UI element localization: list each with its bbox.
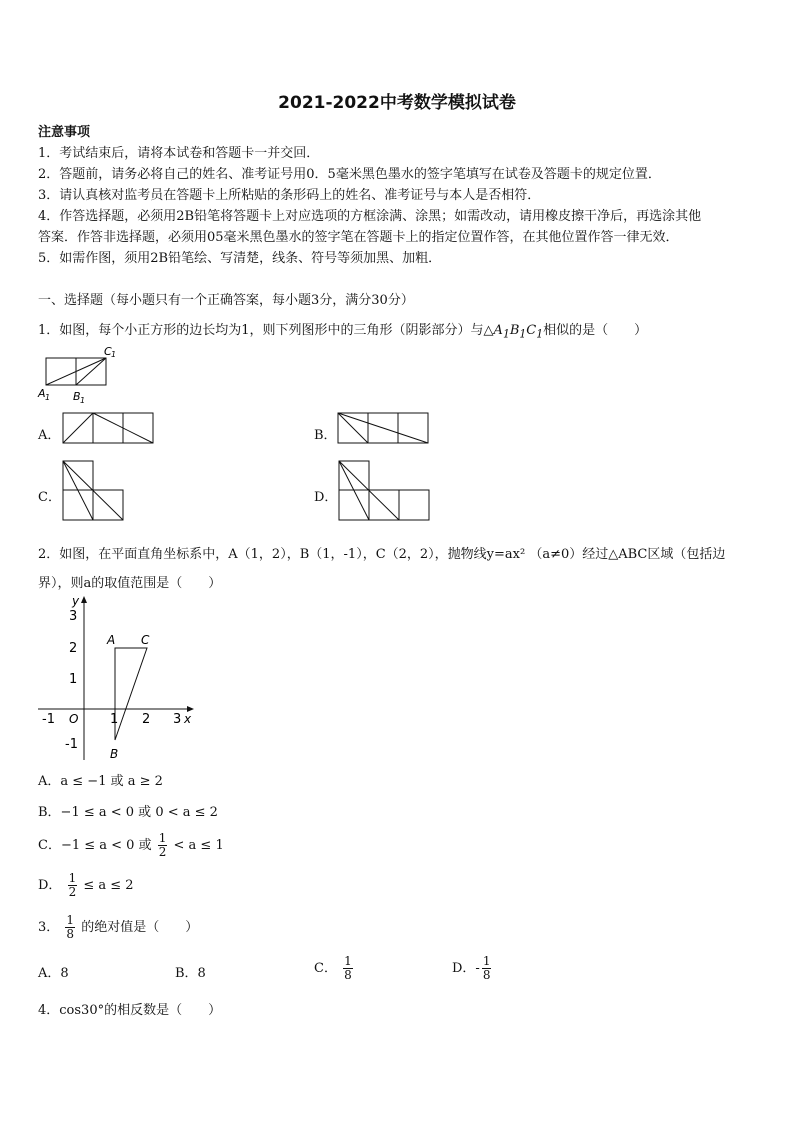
notice-item-4: 4．作答选择题，必须用2B铅笔将答题卡上对应选项的方框涂满、涂黑；如需改动，请用橡皮擦干净后，再选涂其他 xyxy=(38,209,702,224)
q1-stem-triangle: $\triangle A_1B_1C_1$ xyxy=(483,323,544,341)
section-heading: 一、选择题（每小题只有一个正确答案，每小题3分，满分30分） xyxy=(38,293,414,308)
q2-option-b: B．−1 ≤ a < 0 或 0 < a ≤ 2 xyxy=(38,805,218,820)
notice-item-3: 3．请认真核对监考员在答题卡上所粘贴的条形码上的姓名、准考证号与本人是否相符． xyxy=(38,188,541,203)
q2-option-d: D． $\frac{1}{2}$ ≤ a ≤ 2 xyxy=(38,871,134,899)
notice-item-4-cont: 答案．作答非选择题，必须用05毫米黑色墨水的签字笔在答题卡上的指定位置作答，在其他位置作答一律无效． xyxy=(38,230,679,245)
x-tick-1: 1 xyxy=(110,712,119,727)
notice-item-1: 1．考试结束后，请将本试卷和答题卡一并交回． xyxy=(38,146,320,161)
q2-stem-line1: 2．如图，在平面直角坐标系中，A（1，2），B（1，-1），C（2，2），抛物线y=ax² （a≠0）经过△ABC区域（包括边 xyxy=(38,547,726,562)
q1-option-c-label: C． xyxy=(38,490,61,505)
q1-stem xyxy=(38,319,647,341)
label-c1: C xyxy=(104,346,112,358)
q1-option-d-label: D． xyxy=(314,490,338,505)
y-tick-1: 1 xyxy=(69,672,78,687)
svg-text:1: 1 xyxy=(80,396,86,404)
q3-option-c: C． $\frac{1}{8}$ xyxy=(314,954,352,982)
page-title: 2021-2022中考数学模拟试卷 xyxy=(278,93,516,113)
label-a1: A xyxy=(38,387,46,400)
svg-text:1: 1 xyxy=(45,393,51,402)
q1-option-b-label: B． xyxy=(314,428,337,443)
x-tick-neg1: -1 xyxy=(42,712,55,727)
q3-option-d: D．- $\frac{1}{8}$ xyxy=(452,954,491,982)
q2-stem-line2: 界），则a的取值范围是（ ） xyxy=(38,576,222,591)
q1-option-a-label: A． xyxy=(38,428,61,443)
q1-stem-post: 相似的是（ ） xyxy=(543,323,648,338)
q3-stem: 3． $\frac{1}{8}$ 的绝对值是（ ） xyxy=(38,913,199,941)
x-tick-3: 3 xyxy=(173,712,182,727)
point-b-label: B xyxy=(110,747,119,761)
q2-option-a: A．a ≤ −1 或 a ≥ 2 xyxy=(38,774,163,789)
fraction-one-eighth: $\frac{1}{8}$ xyxy=(344,954,352,982)
y-tick-2: 2 xyxy=(69,641,78,656)
notice-heading: 注意事项 xyxy=(38,125,91,140)
q1-reference-figure xyxy=(36,346,126,404)
q1-option-a-figure xyxy=(62,412,156,445)
fraction-one-eighth: $\frac{1}{8}$ xyxy=(482,954,491,982)
notice-item-5: 5．如需作图，须用2B铅笔绘、写清楚，线条、符号等须加黑、加粗． xyxy=(38,251,442,266)
fraction-one-eighth: $\frac{1}{8}$ xyxy=(66,913,75,941)
fraction-one-half: $\frac{1}{2}$ xyxy=(68,871,77,899)
q2-coordinate-graph xyxy=(34,592,202,764)
origin-label: O xyxy=(69,712,79,726)
label-b1: B xyxy=(73,390,81,403)
fraction-one-half: $\frac{1}{2}$ xyxy=(158,831,167,859)
q4-stem: 4．cos30°的相反数是（ ） xyxy=(38,1003,222,1018)
q1-stem-pre: 1．如图，每个小正方形的边长均为1，则下列图形中的三角形（阴影部分）与 xyxy=(38,323,484,338)
q3-option-a: A．8 xyxy=(38,966,69,981)
q3-option-b: B．8 xyxy=(175,966,206,981)
y-tick-3: 3 xyxy=(69,609,78,624)
svg-text:1: 1 xyxy=(111,350,117,359)
point-c-label: C xyxy=(141,633,150,647)
x-tick-2: 2 xyxy=(142,712,151,727)
q2-option-c: C．−1 ≤ a < 0 或 $\frac{1}{2}$ < a ≤ 1 xyxy=(38,831,224,859)
q1-option-d-figure xyxy=(338,460,432,522)
q1-option-c-figure xyxy=(62,460,126,522)
point-a-label: A xyxy=(107,633,116,647)
y-tick-neg1: -1 xyxy=(65,737,78,752)
x-axis-label: x xyxy=(184,712,192,726)
y-axis-label: y xyxy=(72,594,80,608)
notice-item-2: 2．答题前，请务必将自己的姓名、准考证号用0．5毫米黑色墨水的签字笔填写在试卷及答题卡的规定位置． xyxy=(38,167,661,182)
q1-option-b-figure xyxy=(337,412,431,445)
